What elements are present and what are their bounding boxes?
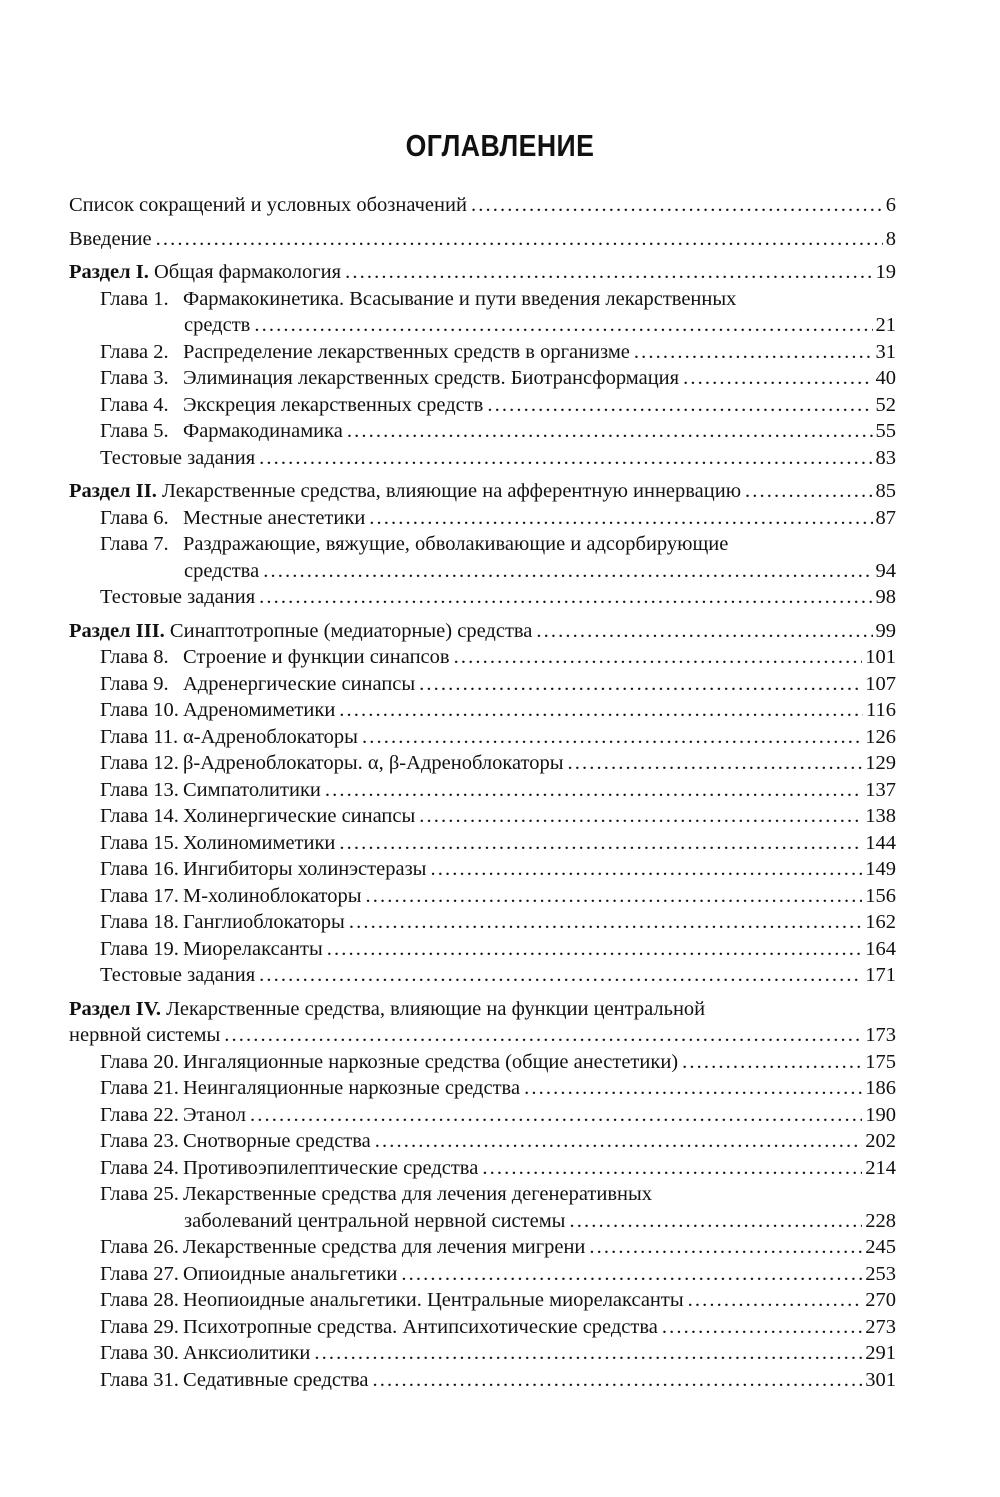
entry-title: α-Адреноблокаторы [183,725,358,748]
page-number: 301 [865,1368,896,1391]
entry-title: Симпатолитики [183,778,321,801]
entry-title: Ингибиторы холинэстеразы [183,858,427,880]
toc-entry-label [100,909,345,936]
toc-entry [69,192,896,219]
dot-leader [454,644,863,671]
table-of-contents [69,192,896,1393]
entry-title: Строение и функции синапсов [183,646,450,668]
toc-entry [69,1022,896,1049]
dot-leader [419,803,862,830]
dot-leader [745,478,872,505]
chapter-number: Глава 30. [100,1342,179,1364]
dot-leader [536,618,872,645]
toc-entry-label [100,1155,478,1182]
toc-entry-label [100,1128,371,1155]
dot-leader [325,777,862,804]
dot-leader [259,962,862,989]
toc-entry [69,365,896,392]
entry-title: Неингаляционные наркозные средства [183,1077,521,1099]
toc-entry [69,996,896,1023]
entry-title: Противоэпилептические средства [183,1156,479,1179]
toc-entry-label [100,883,362,910]
toc-entry-label [100,644,450,671]
chapter-number: Глава 13. [100,778,179,801]
page-number: 144 [865,831,896,854]
page-number: 6 [885,194,896,216]
entry-title: Лекарственные средства, влияющие на функции центральной [166,997,706,1020]
toc-entry [69,936,896,963]
page-number: 87 [875,506,896,529]
toc-entry-label [184,558,259,585]
entry-title: Фармакокинетика. Всасывание и пути введения лекарственных [183,287,737,310]
page-number: 228 [865,1209,896,1232]
entry-title: Ингаляционные наркозные средства (общие анестетики) [183,1050,679,1073]
section-number: Раздел II. [69,480,157,502]
dot-leader [589,1234,862,1261]
entry-title: Раздражающие, вяжущие, обволакивающие и адсорбирующие [183,533,729,555]
toc-entry-label [100,724,358,751]
entry-title: Холинергические синапсы [183,805,416,827]
dot-leader [263,558,872,585]
entry-title: средств [184,314,251,336]
chapter-number: Глава 29. [100,1315,179,1338]
dot-leader [634,339,873,366]
page-number: 149 [865,858,896,880]
chapter-number: Глава 8. [100,646,169,668]
page-number: 171 [865,964,896,986]
page-number: 173 [865,1024,896,1046]
toc-entry [69,697,896,724]
toc-entry-label [100,584,255,611]
entry-title: Лекарственные средства для лечения мигрени [183,1236,586,1258]
toc-entry-label [100,533,728,555]
section-number: Раздел III. [69,619,165,642]
entry-title: Тестовые задания [100,964,256,986]
toc-entry-label [184,1208,565,1235]
toc-entry-label [69,259,341,286]
toc-entry [69,1128,896,1155]
chapter-number: Глава 22. [100,1103,179,1126]
toc-entry-label [100,1261,397,1288]
dot-leader [259,445,872,472]
toc-entry-label [100,1314,658,1341]
toc-entry [69,1287,896,1314]
page-title: ОГЛАВЛЕНИЕ [405,128,595,163]
toc-entry [69,1102,896,1129]
chapter-number: Глава 28. [100,1289,179,1311]
chapter-number: Глава 2. [100,340,169,363]
chapter-number: Глава 11. [100,725,179,748]
dot-leader [349,909,862,936]
toc-entry [69,312,896,339]
page-number: 138 [865,805,896,827]
toc-entry [69,1234,896,1261]
entry-title: Ганглиоблокаторы [183,911,345,933]
toc-entry [69,1075,896,1102]
page-number: 21 [875,314,896,336]
toc-entry [69,1181,896,1208]
chapter-number: Глава 21. [100,1077,179,1099]
dot-leader [156,226,883,253]
entry-title: Местные анестетики [183,506,366,529]
chapter-number: Глава 3. [100,367,169,389]
chapter-number: Глава 10. [100,699,179,721]
chapter-number: Глава 4. [100,393,169,416]
toc-entry [69,750,896,777]
toc-entry [69,1367,896,1394]
page-number: 190 [865,1103,896,1126]
page-number: 291 [865,1342,896,1364]
toc-entry [69,558,896,585]
dot-leader [327,936,863,963]
dot-leader [314,1340,862,1367]
toc-entry-label [69,192,467,219]
toc-entry [69,1208,896,1235]
dot-leader [339,697,863,724]
dot-leader [568,750,863,777]
toc-entry [69,803,896,830]
page-number: 52 [875,393,896,416]
entry-title: β-Адреноблокаторы. α, β-Адреноблокаторы [183,752,564,774]
entry-title: Адренергические синапсы [183,672,416,695]
chapter-number: Глава 25. [100,1183,179,1205]
toc-entry-label [100,1234,585,1261]
toc-entry-label [100,1367,369,1394]
toc-entry-label [100,1287,684,1314]
dot-leader [250,1102,862,1129]
page-number: 55 [875,420,896,442]
dot-leader [254,312,872,339]
toc-entry [69,286,896,313]
chapter-number: Глава 20. [100,1050,179,1073]
entry-title: Лекарственные средства для лечения дегенеративных [183,1183,653,1205]
chapter-number: Глава 24. [100,1156,179,1179]
dot-leader [362,724,862,751]
page-number: 98 [875,586,896,608]
entry-title: М-холиноблокаторы [183,884,362,907]
toc-entry-label [100,777,321,804]
toc-entry-label [100,505,365,532]
toc-entry-label [100,418,343,445]
entry-title: Седативные средства [183,1368,369,1391]
toc-entry-label [69,998,705,1020]
page-number: 129 [865,752,896,774]
entry-title: Список сокращений и условных обозначений [69,194,467,216]
page-number: 19 [875,261,896,283]
toc-entry [69,584,896,611]
toc-entry [69,418,896,445]
toc-entry-label [100,671,415,698]
page-number: 101 [865,646,896,668]
toc-entry [69,1340,896,1367]
entry-title: Психотропные средства. Антипсихотические средства [183,1315,658,1338]
toc-entry [69,830,896,857]
toc-entry-label [100,288,736,310]
dot-leader [347,418,873,445]
dot-leader [524,1075,862,1102]
page-number: 31 [875,340,896,363]
toc-entry [69,445,896,472]
entry-title: Элиминация лекарственных средств. Биотрансформация [183,367,680,389]
dot-leader [487,392,872,419]
entry-title: Тестовые задания [100,446,256,469]
entry-title: средства [184,559,260,582]
page-number: 273 [865,1315,896,1338]
chapter-number: Глава 31. [100,1368,179,1391]
toc-entry-label [184,312,250,339]
toc-entry [69,777,896,804]
page-number: 126 [865,725,896,748]
entry-title: нервной системы [69,1024,221,1046]
dot-leader [471,192,883,219]
dot-leader [345,259,872,286]
toc-entry [69,962,896,989]
toc-entry-label [69,618,532,645]
entry-title: Миорелаксанты [183,937,323,960]
entry-title: Снотворные средства [183,1130,371,1152]
page-number: 214 [865,1156,896,1179]
page-number: 202 [865,1130,896,1152]
chapter-number: Глава 23. [100,1130,179,1152]
entry-title: Общая фармакология [153,261,342,283]
page-number: 116 [866,699,896,721]
toc-entry [69,478,896,505]
toc-entry-label [100,697,335,724]
toc-entry-label [69,226,152,253]
entry-title: Введение [69,227,152,250]
page-number: 186 [865,1077,896,1099]
dot-leader [569,1208,862,1235]
page-number: 40 [875,367,896,389]
chapter-number: Глава 6. [100,506,169,529]
dot-leader [419,671,862,698]
entry-title: Опиоидные анальгетики [183,1262,398,1285]
chapter-number: Глава 7. [100,533,169,555]
toc-entry [69,226,896,253]
dot-leader [339,830,862,857]
chapter-number: Глава 16. [100,858,179,880]
entry-title: Тестовые задания [100,586,256,608]
section-number: Раздел I. [69,261,149,283]
entry-title: Холиномиметики [183,831,336,854]
page-number: 156 [865,884,896,907]
toc-entry [69,724,896,751]
toc-entry-label [100,392,483,419]
chapter-number: Глава 15. [100,831,179,854]
dot-leader [259,584,872,611]
chapter-number: Глава 19. [100,937,179,960]
entry-title: Этанол [183,1103,247,1126]
toc-entry [69,618,896,645]
page-number: 162 [865,911,896,933]
dot-leader [688,1287,863,1314]
toc-entry [69,1049,896,1076]
chapter-number: Глава 9. [100,672,169,695]
chapter-number: Глава 18. [100,911,179,933]
dot-leader [430,856,862,883]
toc-entry-label [100,936,323,963]
toc-entry-label [100,750,564,777]
chapter-number: Глава 5. [100,420,169,442]
chapter-number: Глава 14. [100,805,179,827]
toc-entry [69,883,896,910]
toc-entry-label [100,1049,678,1076]
chapter-number: Глава 1. [100,287,169,310]
entry-title: Анксиолитики [183,1342,311,1364]
toc-entry [69,392,896,419]
toc-entry [69,339,896,366]
dot-leader [682,1049,862,1076]
toc-entry-label [100,365,679,392]
toc-entry-label [100,962,255,989]
dot-leader [401,1261,862,1288]
toc-entry-label [100,803,415,830]
toc-entry-label [100,445,255,472]
dot-leader [369,505,872,532]
page-number: 85 [875,480,896,502]
toc-entry [69,505,896,532]
page-number: 175 [865,1050,896,1073]
entry-title: Распределение лекарственных средств в организме [183,340,630,363]
chapter-number: Глава 12. [100,752,179,774]
page-number: 94 [875,559,896,582]
entry-title: Синаптотропные (медиаторные) средства [169,619,533,642]
chapter-number: Глава 17. [100,884,179,907]
toc-entry [69,644,896,671]
toc-entry [69,1314,896,1341]
toc-entry-label [100,1075,520,1102]
entry-title: Экскреция лекарственных средств [183,393,484,416]
dot-leader [224,1022,862,1049]
page-number: 83 [875,446,896,469]
page-number: 253 [865,1262,896,1285]
toc-entry-label [100,1340,310,1367]
toc-entry [69,909,896,936]
dot-leader [482,1155,862,1182]
toc-entry-label [100,856,426,883]
chapter-number: Глава 26. [100,1236,179,1258]
page-number: 8 [885,227,896,250]
dot-leader [375,1128,862,1155]
chapter-number: Глава 27. [100,1262,179,1285]
toc-entry-label [100,1183,652,1205]
page-number: 245 [865,1236,896,1258]
dot-leader [366,883,863,910]
toc-entry [69,671,896,698]
toc-entry-label [100,830,335,857]
entry-title: заболеваний центральной нервной системы [184,1209,566,1232]
toc-entry [69,259,896,286]
toc-entry-label [100,339,630,366]
page-number: 107 [865,672,896,695]
toc-entry [69,856,896,883]
entry-title: Адреномиметики [183,699,336,721]
toc-entry [69,1261,896,1288]
toc-entry-label [100,1102,246,1129]
entry-title: Лекарственные средства, влияющие на афферентную иннервацию [161,480,742,502]
page-number: 270 [865,1289,896,1311]
entry-title: Фармакодинамика [183,420,343,442]
toc-entry-label [69,1022,220,1049]
dot-leader [662,1314,862,1341]
page-number: 137 [865,778,896,801]
toc-entry-label [69,478,741,505]
entry-title: Неопиоидные анальгетики. Центральные миорелаксанты [183,1289,684,1311]
toc-entry [69,1155,896,1182]
page-number: 99 [875,619,896,642]
page-number: 164 [865,937,896,960]
section-number: Раздел IV. [69,997,161,1020]
dot-leader [683,365,872,392]
toc-entry [69,531,896,558]
dot-leader [373,1367,863,1394]
